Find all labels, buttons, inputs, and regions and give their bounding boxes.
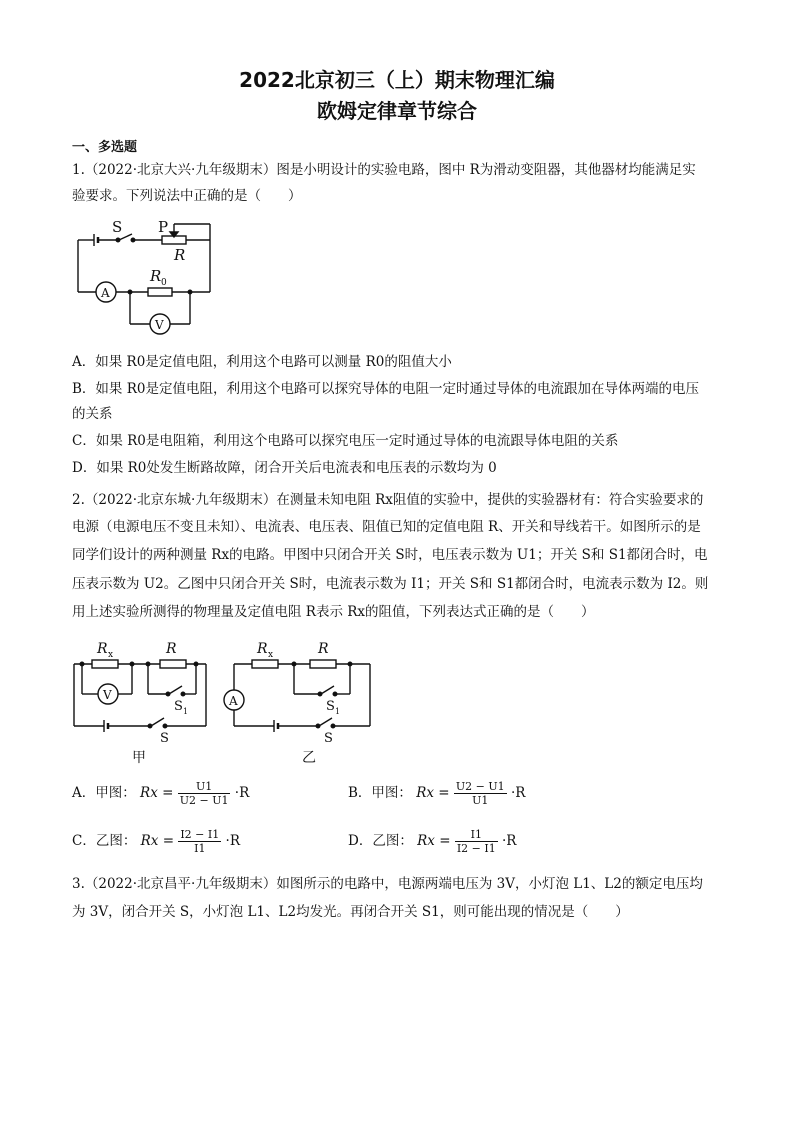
r-label: R bbox=[318, 641, 329, 657]
option-label: D．乙图： bbox=[348, 833, 413, 849]
q2-option-b bbox=[348, 780, 525, 807]
fraction bbox=[178, 828, 221, 855]
switch-s1-subscript: 1 bbox=[335, 707, 341, 716]
option-label: A．甲图： bbox=[72, 785, 136, 801]
switch-s1-label: S bbox=[326, 699, 335, 714]
option-label: B．甲图： bbox=[348, 785, 412, 801]
ammeter-label: A bbox=[229, 694, 238, 708]
voltmeter-label: V bbox=[103, 688, 112, 702]
q2-circuit-diagram-yi bbox=[220, 636, 380, 768]
resistor-r0-label: R bbox=[150, 267, 162, 285]
q2-text-line-4: 压表示数为 U2。乙图中只闭合开关 S时，电流表示数为 I1；开关 S和 S1都闭合时，电流表示数为 I2。则 bbox=[72, 576, 709, 592]
formula-lhs: Rx = bbox=[140, 833, 175, 849]
switch-s1-subscript: 1 bbox=[183, 707, 189, 716]
q2-text-line-2: 电源（电源电压不变且未知）、电流表、电压表、阻值已知的定值电阻 R、开关和导线若干。如图所示的是 bbox=[72, 519, 701, 535]
fraction-numerator: I1 bbox=[455, 828, 498, 842]
fraction-denominator: U1 bbox=[472, 794, 489, 807]
formula-tail: ·R bbox=[225, 833, 240, 849]
q2-text-line-5: 用上述实验所测得的物理量及定值电阻 R表示 Rx的阻值，下列表达式正确的是（ ） bbox=[72, 604, 595, 620]
q1-option-c: C．如果 R0是电阻箱，利用这个电路可以探究电压一定时通过导体的电流跟导体电阻的关系 bbox=[72, 433, 619, 449]
rheostat-r-label: R bbox=[174, 246, 186, 264]
rx-label: R bbox=[97, 641, 108, 657]
formula-lhs: Rx = bbox=[416, 785, 450, 801]
figure-caption-jia: 甲 bbox=[132, 750, 146, 766]
voltmeter-label: V bbox=[155, 318, 164, 332]
fraction-denominator: I1 bbox=[194, 842, 206, 855]
fraction bbox=[455, 828, 498, 855]
q1-text-line-2: 验要求。下列说法中正确的是（ ） bbox=[72, 188, 302, 204]
page-title: 2022北京初三（上）期末物理汇编 bbox=[239, 68, 555, 92]
q3-text-line-2: 为 3V，闭合开关 S，小灯泡 L1、L2均发光。再闭合开关 S1，则可能出现的情况是（ ） bbox=[72, 904, 629, 920]
q1-option-a: A．如果 R0是定值电阻，利用这个电路可以测量 R0的阻值大小 bbox=[72, 354, 452, 370]
figure-caption-yi: 乙 bbox=[302, 750, 316, 766]
q1-text-line-1: 1.（2022·北京大兴·九年级期末）图是小明设计的实验电路，图中 R为滑动变阻器，其他器材均能满足实 bbox=[72, 162, 696, 178]
formula-tail: ·R bbox=[502, 833, 517, 849]
fraction bbox=[178, 780, 231, 807]
switch-s-label: S bbox=[324, 731, 333, 746]
fraction-denominator: U2 − U1 bbox=[179, 794, 229, 807]
resistor-r0-subscript: 0 bbox=[161, 278, 167, 288]
fraction-numerator: I2 − I1 bbox=[180, 828, 220, 841]
q1-circuit-diagram bbox=[70, 214, 220, 339]
q1-option-b-line-2: 的关系 bbox=[72, 406, 113, 422]
r-label: R bbox=[166, 641, 177, 657]
fraction-numerator: U2 − U1 bbox=[455, 780, 505, 793]
q3-text-line-1: 3.（2022·北京昌平·九年级期末）如图所示的电路中，电源两端电压为 3V，小灯泡 L1、L2的额定电压均 bbox=[72, 876, 703, 892]
q2-option-d bbox=[348, 828, 516, 855]
ammeter-label: A bbox=[101, 286, 110, 300]
q2-option-c bbox=[72, 828, 240, 855]
page-subtitle: 欧姆定律章节综合 bbox=[317, 99, 477, 123]
q2-text-line-1: 2.（2022·北京东城·九年级期末）在测量未知电阻 Rx阻值的实验中，提供的实验器材有：符合实验要求的 bbox=[72, 492, 704, 508]
rx-subscript: x bbox=[268, 650, 274, 660]
rx-label: R bbox=[257, 641, 268, 657]
switch-s-label: S bbox=[160, 731, 169, 746]
slider-p-label: P bbox=[158, 218, 169, 236]
q2-circuit-diagram-jia bbox=[70, 636, 220, 768]
q1-option-d: D．如果 R0处发生断路故障，闭合开关后电流表和电压表的示数均为 0 bbox=[72, 460, 497, 476]
switch-s1-label: S bbox=[174, 699, 183, 714]
fraction-numerator: U1 bbox=[178, 780, 231, 794]
option-label: C．乙图： bbox=[72, 833, 137, 849]
rx-subscript: x bbox=[108, 650, 114, 660]
section-heading: 一、多选题 bbox=[72, 140, 138, 155]
q2-text-line-3: 同学们设计的两种测量 Rx的电路。甲图中只闭合开关 S时，电压表示数为 U1；开关 S和 S1都闭合时，电 bbox=[72, 547, 708, 563]
q1-option-b-line-1: B．如果 R0是定值电阻，利用这个电路可以探究导体的电阻一定时通过导体的电流跟加在导体两端的电压 bbox=[72, 381, 699, 397]
fraction-denominator: I2 − I1 bbox=[456, 842, 496, 855]
switch-s-label: S bbox=[112, 218, 123, 236]
formula-lhs: Rx = bbox=[140, 785, 174, 801]
formula-lhs: Rx = bbox=[417, 833, 451, 849]
formula-tail: ·R bbox=[510, 785, 526, 801]
formula-tail: ·R bbox=[234, 785, 250, 801]
q2-option-a bbox=[72, 780, 249, 807]
fraction bbox=[454, 780, 507, 807]
